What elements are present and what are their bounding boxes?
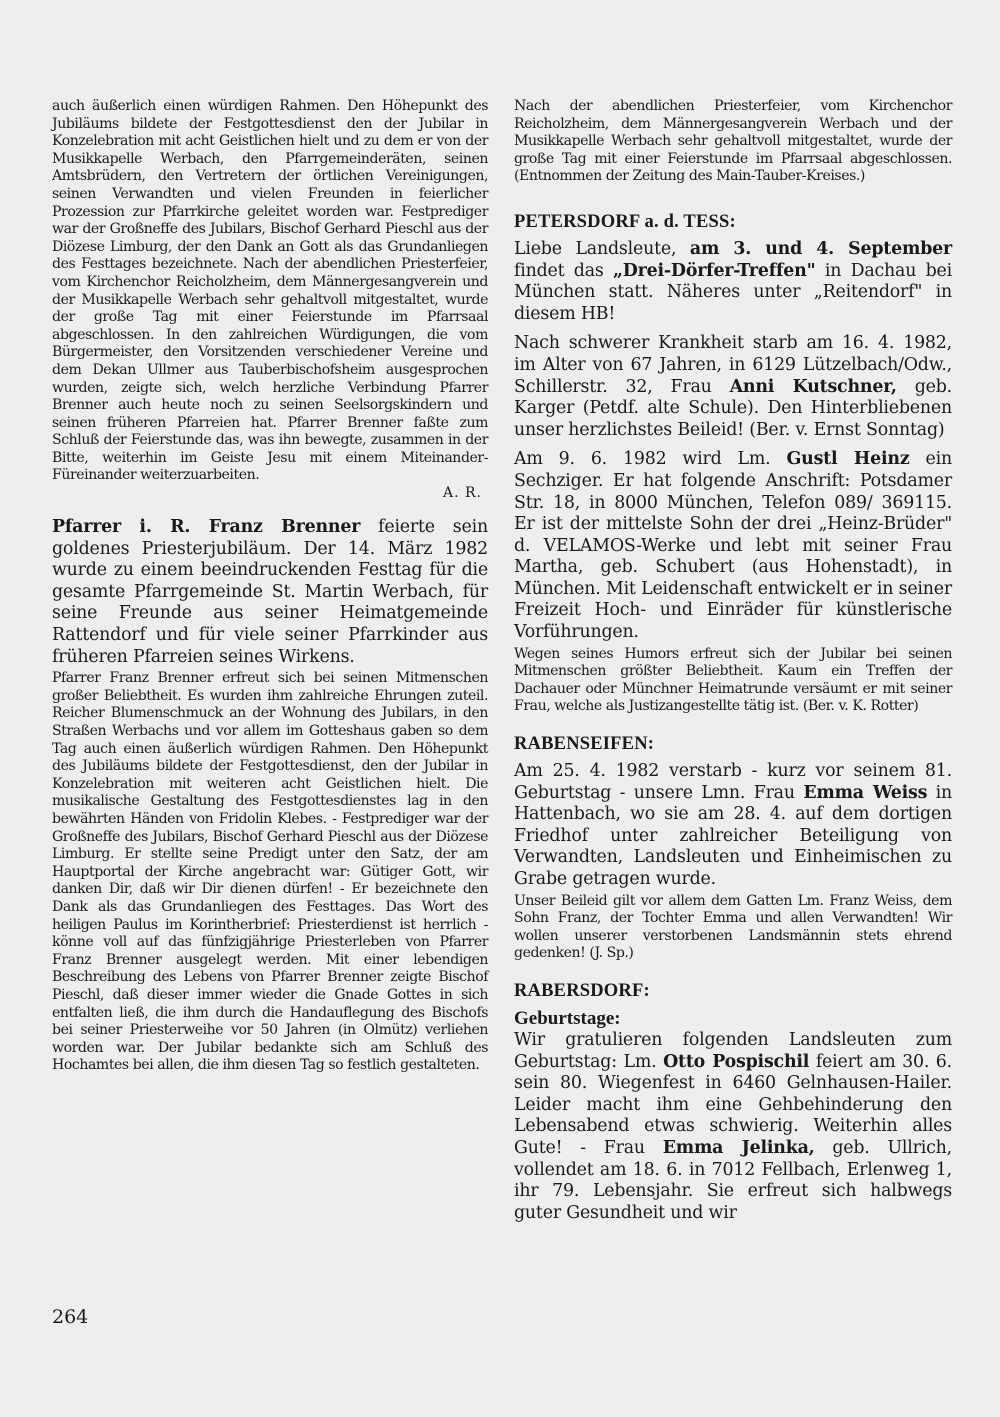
subheading-geburtstage: Geburtstage: [514,1007,621,1029]
text-run: feiert am 30. 6. sein 80. Wiegenfest in 6460 Gelnhausen-Hailer. Leider macht ihm eine Gehbehinderung den Lebensabend etwas schwierig. Weiterhin alles Gute! - Frau [514,1051,953,1158]
right-column [514,98,952,1224]
birthday-heinz-paragraph [514,449,952,643]
condolence-paragraph: Unser Beileid gilt vor allem dem Gatten Lm. Franz Weiss, dem Sohn Franz, der Tochter Emma und allen Verwandten! Wir wollen unserer verstorbenen Landsmännin stets ehrend gedenken! (J. Sp.) [514,892,952,962]
section-heading-rabenseifen: RABENSEIFEN: [514,734,655,755]
brenner-intro-text: feierte sein goldenes Priesterjubiläum. Der 14. März 1982 wurde zu einem beeindruckenden Festtag für die gesamte Pfarrgemeinde St. Martin Werbach, für seine Freunde aus seiner Heimatgemeinde Rattendorf und für viele seiner Pfarrkinder aus früheren Pfarreien seines Wirkens. [52,517,488,667]
text-run: Am 9. 6. 1982 wird Lm. [514,449,787,470]
text-run: in Hattenbach, wo sie am 28. 4. auf dem dortigen Friedhof unter zahlreicher Beteiligung von Verwandten, Landsleuten und Einheimischen zu Grabe getragen wurde. [514,782,953,889]
section-heading-petersdorf: PETERSDORF a. d. TESS: [514,211,736,232]
text-run: geb. Karger (Petdf. alte Schule). Den Hinterbliebenen unser herzlichstes Beileid! (Ber. v. Ernst Sonntag) [514,376,952,440]
obituary-kutschner-paragraph [514,333,952,441]
page-number: 264 [52,1306,89,1328]
person-name-bold: Otto Pospischil [663,1051,810,1072]
text-run: ein Sechziger. Er hat folgende Anschrift: Potsdamer Str. 18, in 8000 München, Telefon 089/ 369115. Er ist der mittelste Sohn der drei „Heinz-Brüder" d. VELAMOS-Werke und lebt mit seiner Frau Martha, geb. Schubert (aus Hohenstadt), in München. Mit Leidenschaft entwickelt er in seiner Freizeit Hoch- und Einräder für künstlerische Vorführungen. [514,449,952,643]
heinz-humor-paragraph: Wegen seines Humors erfreut sich der Jubilar bei seinen Mitmenschen größter Beliebtheit. Kaum ein Treffen der Dachauer oder Münchner Heimatrunde versäumt er mit seiner Frau, welche als Justizangestellte tätig ist. (Ber. v. K. Rotter) [514,645,952,715]
article-end-paragraph: Nach der abendlichen Priesterfeier, vom Kirchenchor Reicholzheim, dem Männergesangverein Werbach und der Musikkapelle Werbach sehr gehaltvoll mitgestaltet, wurde der große Tag mit einer Feierstunde im Pfarrsaal abgeschlossen. (Entnommen der Zeitung des Main-Tauber-Kreises.) [514,98,952,185]
text-run: Nach schwerer Krankheit starb am 16. 4. 1982, im Alter von 67 Jahren, in 6129 Lützelbach/Odw., Schillerstr. 32, Frau [514,333,952,397]
text-run: findet das [514,260,613,281]
obituary-weiss-paragraph [514,761,952,891]
text-run: Liebe Landsleute, [514,238,690,259]
date-bold: am 3. und 4. September [689,238,952,259]
brenner-name-bold: Pfarrer i. R. Franz Brenner [52,517,361,538]
author-signature: A. R. [442,485,482,502]
person-name-bold: Gustl Heinz [786,449,910,470]
text-run: geb. Ullrich, vollendet am 18. 6. in 7012 Fellbach, Erlenweg 1, ihr 79. Lebensjahr. Sie erfreut sich halbwegs guter Gesundheit und wir [514,1137,952,1223]
brenner-intro-paragraph [52,517,488,668]
left-column [52,98,488,1075]
text-run: Wir gratulieren folgenden Landsleuten zum Geburtstag: Lm. [514,1029,952,1072]
brenner-detail-paragraph: Pfarrer Franz Brenner erfreut sich bei seinen Mitmenschen großer Beliebtheit. Es wurden ihm zahlreiche Ehrungen zuteil. Reicher Blumenschmuck an der Wohnung des Jubilars, in den Straßen Werbachs und vor allem im Gotteshaus gaben so dem Tag auch einen äußerlich würdigen Rahmen. Den Höhepunkt des Jubiläums bildete der Festgottesdienst, den der Jubilar in Konzelebration mit weiteren acht Geistlichen hielt. Die musikalische Gestaltung des Festgottesdienstes lag in den bewährten Händen von Fridolin Klebes. - Festprediger war der Großneffe des Jubilars, Bischof Gerhard Pieschl aus der Diözese Limburg. Er stellte seine Predigt unter den Satz, der am Hauptportal der Kirche angebracht war: Gütiger Gott, wir danken Dir, daß wir Dir dienen dürfen! - Er bezeichnete den Dank als das Grundanliegen des Festtages. Das Wort des heiligen Paulus im Korintherbrief: Priesterdienst ist herrlich - könne voll auf das fünfzigjährige Priesterleben von Pfarrer Franz Brenner ausgelegt werden. Mit einer lebendigen Beschreibung des Lebens von Pfarrer Brenner zeigte Bischof Pieschl, daß dieser immer wieder die Gnade Gottes in sich entfalten ließ, die ihm durch die Handauflegung des Bischofs bei seiner Priesterweihe vor 50 Jahren (in Olmütz) verliehen worden war. Der Jubilar bedankte sich am Schluß des Hochamtes bei allen, die ihm diesen Tag so festlich gestalteten. [52,670,488,1074]
event-name-bold: „Drei-Dörfer-Treffen" [613,260,816,281]
birthdays-paragraph [514,1030,952,1224]
person-name-bold: Emma Weiss [803,782,928,803]
petersdorf-treffen-paragraph [514,239,952,325]
article-continuation-paragraph: auch äußerlich einen würdigen Rahmen. Den Höhepunkt des Jubiläums bildete der Festgottesdienst den der Jubilar in Konzelebration mit acht Geistlichen hielt und zu dem er von der Musikkapelle Werbach, den Pfarrgemeinderäten, seinen Amtsbrüdern, den Vertretern der örtlichen Vereinigungen, seinen Verwandten und vielen Freunden in feierlicher Prozession zur Pfarrkirche geleitet worden war. Festprediger war der Großneffe des Jubilars, Bischof Gerhard Pieschl aus der Diözese Limburg, der den Dank an Gott als das Grundanliegen des Festtages bezeichnete. Nach der abendlichen Priesterfeier, vom Kirchenchor Reicholzheim, dem Männergesangverein und der Musikkapelle Werbach sehr gehaltvoll mitgestaltet, wurde der große Tag mit einer Feierstunde im Pfarrsaal abgeschlossen. In den zahlreichen Würdigungen, die vom Bürgermeister, den Vorsitzenden verschiedener Vereine und dem Dekan Ullmer aus Tauberbischofsheim ausgesprochen wurden, zeigte sich, welch herzliche Verbindung Pfarrer Brenner auch heute noch zu seinen Seelsorgskindern und seinen früheren Pfarreien hat. Pfarrer Brenner faßte zum Schluß der Feierstunde das, was ihn bewegte, zusammen in der Bitte, weiterhin im Geiste Jesu mit einem Miteinander-Füreinander weiterzuarbeiten. [52,98,488,484]
text-run: Am 25. 4. 1982 verstarb - kurz vor seinem 81. Geburtstag - unsere Lmn. Frau [514,761,952,803]
person-name-bold: Anni Kutschner, [729,376,897,397]
section-heading-rabersdorf: RABERSDORF: [514,980,650,1001]
text-run: in Dachau bei München statt. Näheres unter „Reitendorf" in diesem HB! [514,260,952,324]
person-name-bold: Emma Jelinka, [662,1137,815,1158]
